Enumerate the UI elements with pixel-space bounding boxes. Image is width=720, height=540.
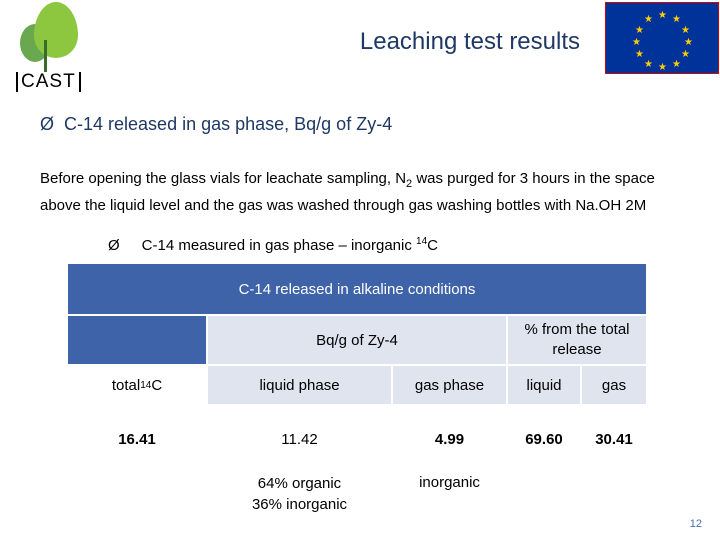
logo-stem	[44, 40, 47, 72]
page-number: 12	[689, 518, 702, 530]
paragraph-text-2: was purged for 3 hours in the space above the liquid level and the gas was washed through gas washing bottles with Na.OH 2M	[40, 170, 655, 214]
note-inorganic: 36% inorganic	[251, 496, 348, 513]
bullet2-superscript: 14	[416, 236, 428, 247]
bullet-arrow-icon: Ø	[40, 114, 55, 134]
table-group-bq: Bq/g of Zy-4	[208, 316, 506, 364]
bullet2-text: C-14 measured in gas phase – inorganic	[141, 237, 417, 254]
value-total: 16.41	[68, 414, 206, 464]
note-liquid	[208, 469, 391, 519]
description-paragraph	[40, 168, 680, 216]
note-organic: 64% organic	[257, 475, 342, 492]
value-liquid-pct: 69.60	[508, 414, 580, 464]
header-total-14c	[68, 366, 206, 404]
table-group-percent: % from the total release	[508, 316, 646, 364]
header-total-sup: 14	[140, 379, 152, 391]
table-caption: C-14 released in alkaline conditions	[68, 264, 646, 314]
note-gas: inorganic	[393, 469, 506, 495]
value-liquid-phase: 11.42	[208, 414, 391, 464]
eu-flag-icon: ★ ★ ★ ★ ★ ★ ★ ★ ★ ★ ★ ★	[605, 2, 719, 74]
header-liquid-phase: liquid phase	[208, 366, 391, 404]
logo-leaf-large	[34, 2, 78, 58]
paragraph-subscript: 2	[406, 178, 413, 190]
value-gas-pct: 30.41	[582, 414, 646, 464]
header-total-text: total	[111, 376, 141, 394]
header-gas-pct: gas	[582, 366, 646, 404]
bullet-inorganic	[108, 236, 438, 254]
bullet-text: C-14 released in gas phase, Bq/g of Zy-4	[64, 114, 393, 134]
bullet2-tail: C	[427, 237, 438, 254]
paragraph-text-1: Before opening the glass vials for leachate sampling, N	[40, 170, 407, 187]
logo-text: CAST	[16, 72, 81, 92]
header-total-c: C	[151, 376, 163, 394]
header-liquid-pct: liquid	[508, 366, 580, 404]
bullet-arrow-icon: Ø	[108, 237, 120, 254]
table-group-spacer	[68, 316, 206, 364]
cast-logo	[8, 0, 80, 100]
value-gas-phase: 4.99	[393, 414, 506, 464]
page-title: Leaching test results	[359, 28, 580, 55]
bullet-gas-phase	[40, 114, 392, 135]
header-gas-phase: gas phase	[393, 366, 506, 404]
